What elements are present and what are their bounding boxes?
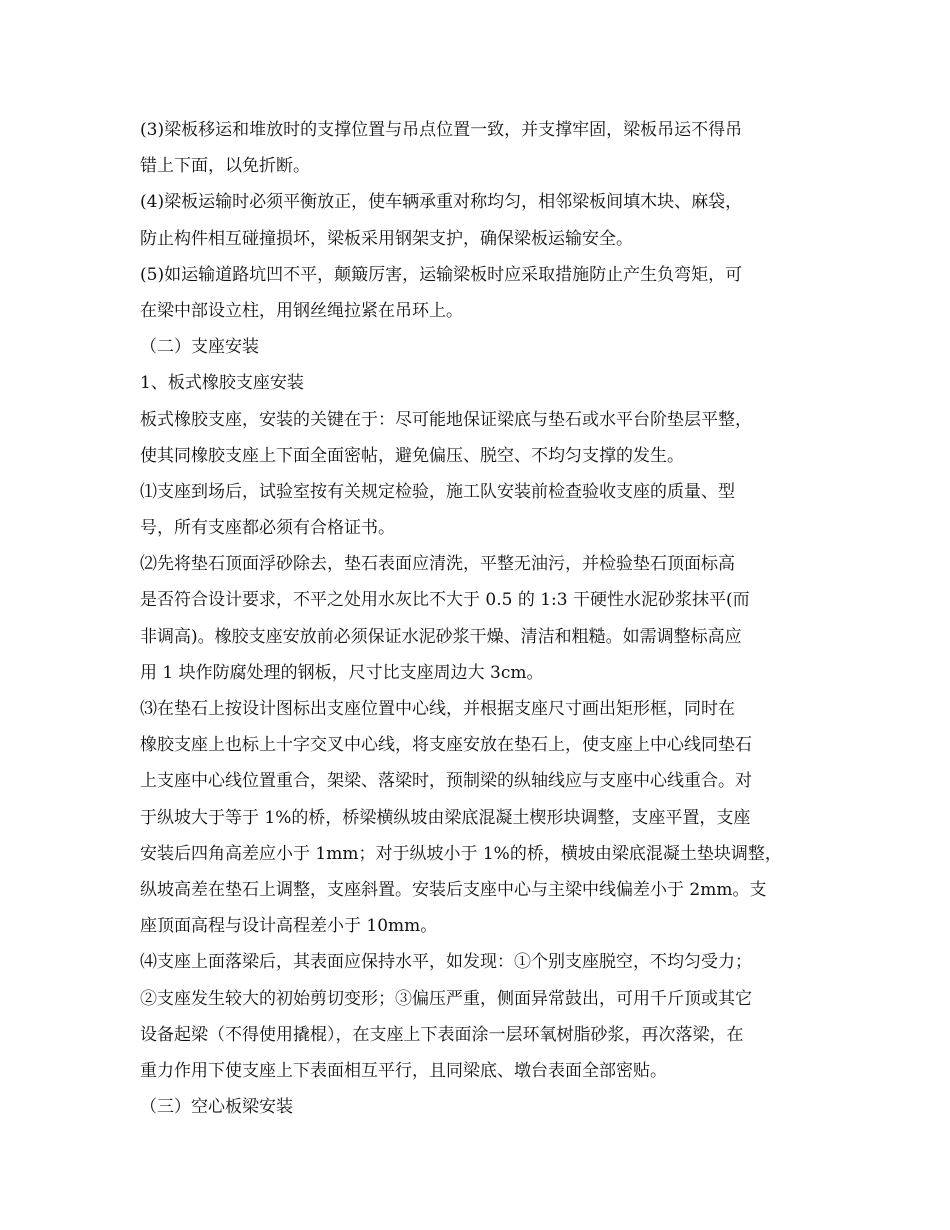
- text-line: (4)梁板运输时必须平衡放正，使车辆承重对称均匀，相邻梁板间填木块、麻袋，: [140, 192, 743, 213]
- subsection-heading: 1、板式橡胶支座安装: [140, 373, 304, 394]
- text-line: ⑴支座到场后，试验室按有关规定检验，施工队安装前检查验收支座的质量、型: [140, 481, 735, 502]
- text-line: 安装后四角高差应小于 1mm；对于纵坡小于 1%的桥，横坡由梁底混凝土垫块调整，: [140, 843, 782, 864]
- text-line: 防止构件相互碰撞损坏，梁板采用钢架支护，确保梁板运输安全。: [140, 228, 633, 249]
- text-line: 是否符合设计要求，不平之处用水灰比不大于 0.5 的 1:3 干硬性水泥砂浆抹平(而: [140, 590, 750, 611]
- text-line: 于纵坡大于等于 1%的桥，桥梁横纵坡由梁底混凝土楔形块调整，支座平置，支座: [140, 807, 751, 828]
- text-line: 重力作用下使支座上下表面相互平行，且同梁底、墩台表面全部密贴。: [140, 1060, 667, 1081]
- text-line: 座顶面高程与设计高程差小于 10mm。: [140, 916, 438, 937]
- text-line: ②支座发生较大的初始剪切变形；③偏压严重，侧面异常鼓出，可用千斤顶或其它: [140, 988, 752, 1009]
- text-line: 橡胶支座上也标上十字交叉中心线，将支座安放在垫石上，使支座上中心线同垫石: [140, 735, 752, 756]
- text-line: 纵坡高差在垫石上调整，支座斜置。安装后支座中心与主梁中线偏差小于 2mm。支: [140, 879, 767, 900]
- text-line: (5)如运输道路坑凹不平，颠簸厉害，运输梁板时应采取措施防止产生负弯矩，可: [140, 264, 743, 285]
- section-heading: （二）支座安装: [140, 337, 259, 358]
- text-line: (3)梁板移运和堆放时的支撑位置与吊点位置一致，并支撑牢固，梁板吊运不得吊: [140, 120, 743, 140]
- document-body: [140, 112, 820, 1125]
- text-line: 上支座中心线位置重合，架梁、落梁时，预制梁的纵轴线应与支座中心线重合。对: [140, 771, 752, 792]
- text-line: 非调高)。橡胶支座安放前必须保证水泥砂浆干燥、清洁和粗糙。如需调整标高应: [140, 626, 742, 647]
- text-line: ⑷支座上面落梁后，其表面应保持水平，如发现：①个别支座脱空，不均匀受力；: [140, 952, 752, 973]
- text-line: 在梁中部设立柱，用钢丝绳拉紧在吊环上。: [140, 300, 463, 321]
- text-line: 号，所有支座都必须有合格证书。: [140, 518, 395, 539]
- text-line: 板式橡胶支座，安装的关键在于：尽可能地保证梁底与垫石或水平台阶垫层平整，: [140, 409, 752, 430]
- section-heading: （三）空心板梁安装: [140, 1097, 293, 1118]
- text-line: 使其同橡胶支座上下面全面密帖，避免偏压、脱空、不均匀支撑的发生。: [140, 445, 684, 466]
- text-line: 错上下面，以免折断。: [140, 156, 310, 177]
- text-line: 用 1 块作防腐处理的钢板，尺寸比支座周边大 3cm。: [140, 662, 544, 683]
- text-line: ⑵先将垫石顶面浮砂除去，垫石表面应清洗，平整无油污，并检验垫石顶面标高: [140, 554, 735, 575]
- text-line: ⑶在垫石上按设计图标出支座位置中心线，并根据支座尺寸画出矩形框，同时在: [140, 699, 735, 719]
- text-line: 设备起梁（不得使用撬棍），在支座上下表面涂一层环氧树脂砂浆，再次落梁，在: [140, 1024, 744, 1045]
